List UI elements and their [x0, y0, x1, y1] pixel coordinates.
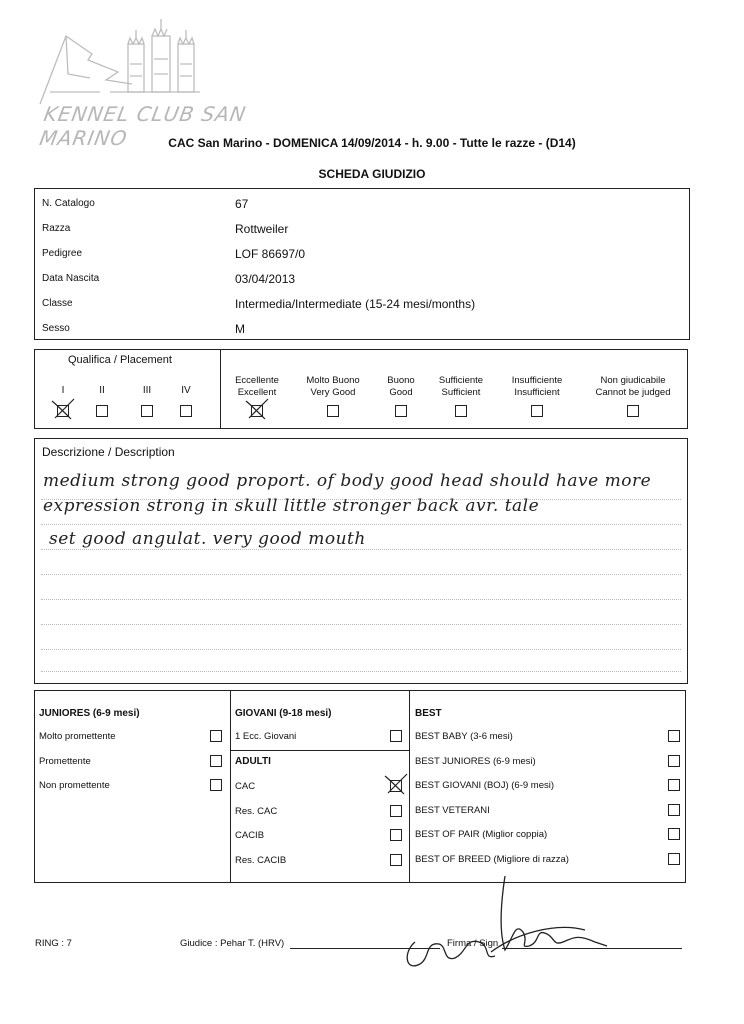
best-title: BEST: [415, 708, 442, 719]
rank-label: IV: [181, 385, 191, 396]
qualification-checkbox[interactable]: [327, 405, 339, 417]
award-checkbox[interactable]: [390, 730, 402, 742]
adulti-title: ADULTI: [235, 756, 271, 767]
rank-checkbox-2[interactable]: [96, 405, 108, 417]
info-label: N. Catalogo: [42, 198, 95, 209]
judge-name: Giudice : Pehar T. (HRV): [180, 938, 285, 949]
rank-label: II: [99, 385, 105, 396]
award-checkbox[interactable]: [210, 779, 222, 791]
award-label: CACIB: [235, 830, 265, 841]
kennel-club-logo: [30, 14, 270, 150]
ring-number: RING : 7: [35, 938, 72, 949]
award-checkbox[interactable]: [390, 780, 402, 792]
award-label: Molto promettente: [39, 731, 116, 742]
qualification-label-en: Excellent: [237, 387, 277, 398]
qualification-label-it: Molto Buono: [306, 375, 360, 386]
award-label: Non promettente: [39, 780, 110, 791]
info-value: Rottweiler: [235, 222, 289, 236]
award-label: BEST JUNIORES (6-9 mesi): [415, 755, 536, 767]
rank-label: I: [61, 385, 65, 396]
form-title: SCHEDA GIUDIZIO: [318, 167, 426, 181]
judge-signature-icon: [395, 872, 615, 980]
qualification-label-en: Sufficient: [441, 387, 481, 398]
qualification-label-en: Cannot be judged: [595, 387, 671, 398]
qualification-checkbox[interactable]: [531, 405, 543, 417]
qualification-label-it: Buono: [387, 375, 415, 386]
qualification-label-it: Eccellente: [235, 375, 279, 386]
award-label: BEST OF PAIR (Miglior coppia): [415, 829, 548, 840]
giovani-title: GIOVANI (9-18 mesi): [235, 708, 332, 719]
handwritten-description-line-1: medium strong good proport. of body good head should have more expression strong in skull little stronger back avr. tale: [43, 471, 652, 516]
handwritten-description-line-2: set good angulat. very good mouth: [49, 529, 366, 549]
award-label: BEST VETERANI: [415, 804, 490, 816]
award-label: Res. CAC: [235, 805, 278, 817]
award-label: 1 Ecc. Giovani: [235, 731, 297, 742]
award-label: BEST OF BREED (Migliore di razza): [415, 853, 569, 865]
rank-checkbox-4[interactable]: [180, 405, 192, 417]
qualification-label-en: Very Good: [310, 387, 356, 398]
qualification-checkbox[interactable]: [395, 405, 407, 417]
dog-info-box: [34, 188, 690, 340]
award-checkbox[interactable]: [210, 730, 222, 742]
award-checkbox[interactable]: [390, 854, 402, 866]
info-value: Intermedia/Intermediate (15-24 mesi/months): [235, 297, 476, 311]
check-mark-icon: [245, 398, 269, 420]
qualification-label-it: Insufficiente: [511, 375, 563, 386]
description-box: [34, 438, 688, 684]
award-checkbox[interactable]: [668, 804, 680, 816]
event-title: CAC San Marino - DOMENICA 14/09/2014 - h. 9.00 - Tutte le razze - (D14): [168, 136, 576, 150]
info-label: Data Nascita: [42, 273, 100, 284]
rank-checkbox-3[interactable]: [141, 405, 153, 417]
placement-section: [35, 350, 221, 428]
award-checkbox[interactable]: [668, 730, 680, 742]
check-mark-icon: [51, 398, 75, 420]
qualification-checkbox[interactable]: [627, 405, 639, 417]
qualification-label-it: Sufficiente: [438, 375, 484, 386]
rank-checkbox-1[interactable]: [57, 405, 69, 417]
qualification-checkbox[interactable]: [251, 405, 263, 417]
juniores-title: JUNIORES (6-9 mesi): [39, 708, 140, 719]
award-checkbox[interactable]: [668, 755, 680, 767]
qualification-label-en: Insufficient: [514, 387, 560, 398]
award-label: Promettente: [39, 755, 91, 767]
awards-box: [34, 690, 686, 883]
info-label: Pedigree: [42, 248, 83, 259]
award-label: Res. CACIB: [235, 854, 287, 866]
description-title: Descrizione / Description: [42, 445, 175, 459]
award-label: CAC: [235, 781, 256, 792]
info-value: M: [235, 322, 245, 336]
award-checkbox[interactable]: [668, 828, 680, 840]
award-checkbox[interactable]: [390, 829, 402, 841]
info-label: Sesso: [42, 323, 70, 334]
award-label: BEST BABY (3-6 mesi): [415, 731, 513, 742]
rank-label: III: [142, 385, 152, 396]
info-value: 03/04/2013: [235, 272, 296, 286]
qualification-label-it: Non giudicabile: [600, 375, 666, 386]
award-label: BEST GIOVANI (BOJ) (6-9 mesi): [415, 780, 555, 791]
castle-flag-icon: [30, 14, 270, 109]
award-checkbox[interactable]: [390, 805, 402, 817]
qualification-label-en: Good: [389, 387, 413, 398]
info-value: 67: [235, 197, 249, 211]
logo-text: KENNEL CLUB SAN MARINO: [37, 102, 249, 150]
info-label: Razza: [42, 223, 71, 234]
qualification-box: [34, 349, 688, 429]
check-mark-icon: [384, 773, 408, 795]
info-label: Classe: [42, 298, 73, 309]
award-checkbox[interactable]: [668, 853, 680, 865]
info-value: LOF 86697/0: [235, 247, 306, 261]
qualification-checkbox[interactable]: [455, 405, 467, 417]
placement-title: Qualifica / Placement: [68, 354, 172, 366]
sign-label: Firma / Sign: [447, 938, 499, 949]
award-checkbox[interactable]: [668, 779, 680, 791]
award-checkbox[interactable]: [210, 755, 222, 767]
